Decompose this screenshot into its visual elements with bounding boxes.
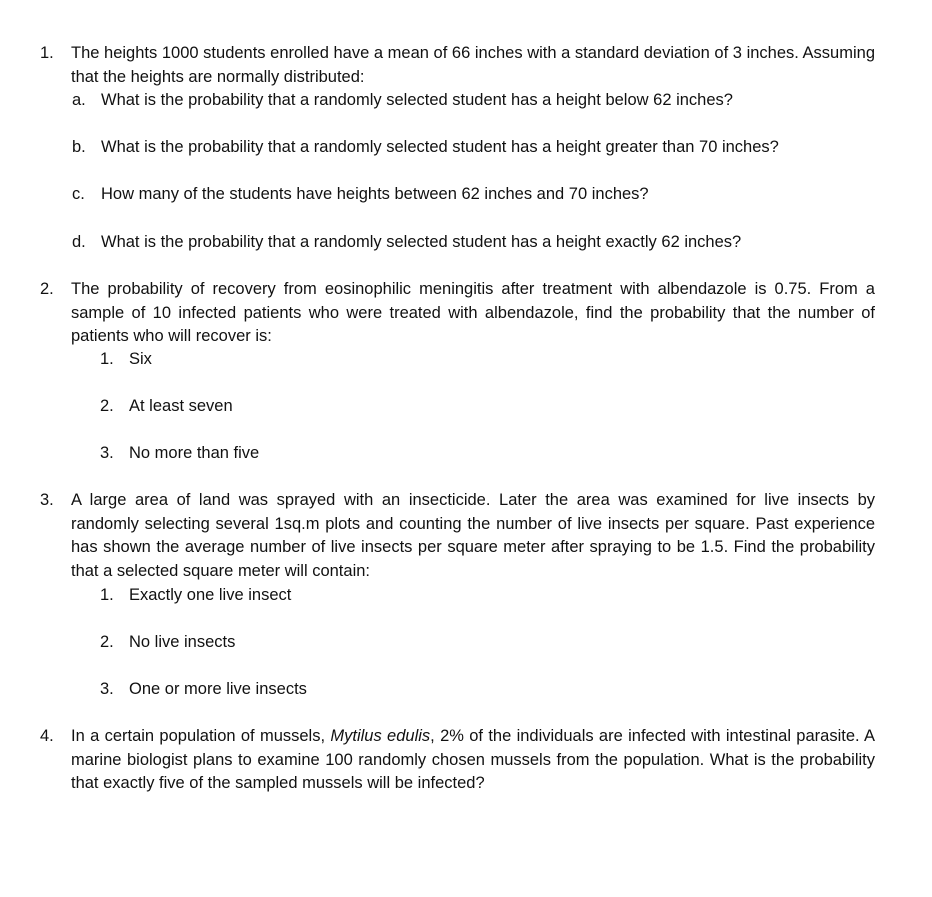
part-marker: c. (72, 185, 85, 203)
question-1-part-c (72, 183, 649, 207)
part-text: No live insects (129, 633, 236, 651)
question-1-number: 1. (40, 44, 54, 62)
part-marker: 1. (100, 586, 114, 604)
species-name: Mytilus edulis (330, 727, 431, 745)
question-2-part-2 (100, 395, 233, 419)
part-marker: 2. (100, 633, 114, 651)
part-text: What is the probability that a randomly selected student has a height below 62 inches? (101, 91, 733, 109)
part-text: What is the probability that a randomly selected student has a height exactly 62 inches? (101, 233, 742, 251)
question-3-part-2 (100, 631, 235, 655)
part-text: What is the probability that a randomly selected student has a height greater than 70 inches? (101, 138, 779, 156)
part-marker: 3. (100, 680, 114, 698)
part-text: How many of the students have heights between 62 inches and 70 inches? (101, 185, 649, 203)
question-1-part-d (72, 231, 741, 255)
part-marker: a. (72, 91, 86, 109)
part-marker: d. (72, 233, 86, 251)
question-2-part-1 (100, 348, 152, 372)
question-3-part-3 (100, 678, 307, 702)
part-text: No more than five (129, 444, 260, 462)
question-2-part-3 (100, 442, 259, 466)
question-1-text: The heights 1000 students enrolled have a mean of 66 inches with a standard deviation of 3 inches. Assuming that the heights are normally distributed: (71, 44, 875, 86)
question-2 (40, 278, 875, 349)
part-text: Six (129, 350, 152, 368)
question-3-part-1 (100, 584, 291, 608)
question-1 (40, 42, 875, 89)
question-3 (40, 489, 875, 583)
question-4 (40, 725, 875, 796)
part-marker: 1. (100, 350, 114, 368)
question-2-number: 2. (40, 280, 54, 298)
part-text: At least seven (129, 397, 233, 415)
part-text: Exactly one live insect (129, 586, 292, 604)
question-3-text: A large area of land was sprayed with an insecticide. Later the area was examined for live insects by randomly selecting several 1sq.m plots and counting the number of live insects per square. Past experience has shown the average number of live insects per square meter after spraying to be 1.5. Find the probability that a selected square meter will contain: (71, 491, 875, 580)
question-1-part-a (72, 89, 733, 113)
question-2-text: The probability of recovery from eosinophilic meningitis after treatment with albendazole is 0.75. From a sample of 10 infected patients who were treated with albendazole, find the probability that the number of patients who will recover is: (71, 280, 875, 345)
question-4-text (71, 725, 875, 796)
part-marker: 3. (100, 444, 114, 462)
question-1-part-b (72, 136, 779, 160)
question-4-number: 4. (40, 727, 54, 745)
question-4-text-start: In a certain population of mussels, (71, 727, 331, 745)
part-marker: 2. (100, 397, 114, 415)
question-3-number: 3. (40, 491, 54, 509)
part-marker: b. (72, 138, 86, 156)
part-text: One or more live insects (129, 680, 307, 698)
question-4-text-end: , 2% of the individuals are infected with intestinal parasite. A marine biologist plans to examine 100 randomly chosen mussels from the population. What is the probability that exactly five of the sampled mussels will be infected? (71, 727, 876, 792)
